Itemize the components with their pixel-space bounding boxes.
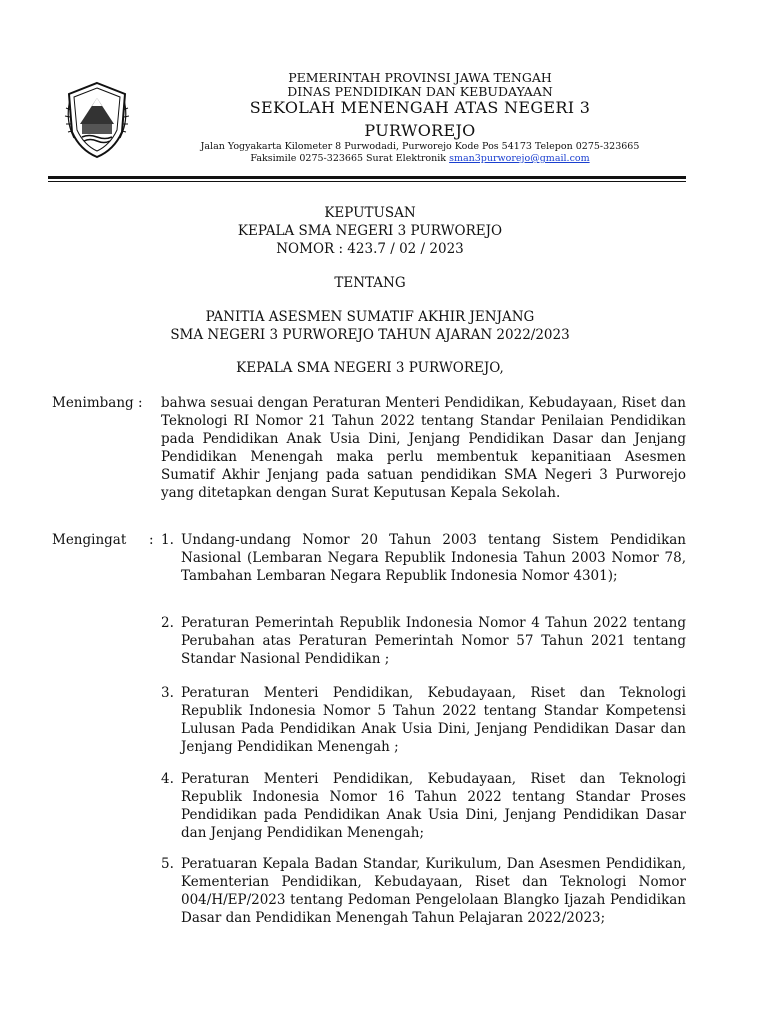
doc-subject-line1: PANITIA ASESMEN SUMATIF AKHIR JENJANG [205, 309, 535, 325]
mengingat-item-number: 1. [161, 532, 174, 548]
menimbang-label: Menimbang : [52, 395, 143, 411]
letterhead-school-city: PURWOREJO [364, 121, 476, 140]
letterhead-school-name: SEKOLAH MENENGAH ATAS NEGERI 3 [249, 98, 591, 117]
letterhead [0, 0, 768, 185]
mengingat-item-text: Undang-undang Nomor 20 Tahun 2003 tentang Sistem Pendidikan Nasional (Lembaran Negara Republik Indonesia Tahun 2003 Nomor 78, Tambahan Lembaran Negara Republik Indonesia Nomor 4301); [181, 532, 686, 584]
letterhead-province: PEMERINTAH PROVINSI JAWA TENGAH [288, 70, 552, 85]
letterhead-divider-thin [48, 181, 686, 182]
doc-subject-line2: SMA NEGERI 3 PURWOREJO TAHUN AJARAN 2022/2023 [170, 327, 570, 343]
doc-about: TENTANG [334, 275, 406, 291]
letterhead-contact [150, 153, 690, 165]
mengingat-item-text: Peraturan Menteri Pendidikan, Kebudayaan, Riset dan Teknologi Republik Indonesia Nomor 16 Tahun 2022 tentang Standar Proses Pendidikan pada Pendidikan Anak Usia Dini, Jenjang Pendidikan Dasar dan Jenjang Pendidikan Menengah; [181, 771, 686, 841]
mengingat-item-number: 5. [161, 856, 174, 872]
letterhead-address: Jalan Yogyakarta Kilometer 8 Purwodadi, Purworejo Kode Pos 54173 Telepon 0275-323665 [200, 141, 640, 152]
mengingat-colon: : [149, 532, 154, 548]
mengingat-item-text: Peraturan Pemerintah Republik Indonesia Nomor 4 Tahun 2022 tentang Perubahan atas Peraturan Pemerintah Nomor 57 Tahun 2021 tentang Standar Nasional Pendidikan ; [181, 615, 686, 667]
letterhead-fax: Faksimile 0275-323665 Surat Elektronik [250, 153, 450, 164]
mengingat-item-number: 3. [161, 685, 174, 701]
letterhead-divider-thick [48, 176, 686, 179]
mengingat-item-text: Peratuaran Kepala Badan Standar, Kurikulum, Dan Asesmen Pendidikan, Kementerian Pendidikan, Kebudayaan, Riset dan Teknologi Nomor 004/H/EP/2023 tentang Pedoman Pengelolaan Blangko Ijazah Pendidikan Dasar dan Pendidikan Menengah Tahun Pelajaran 2022/2023; [181, 856, 686, 926]
menimbang-text: bahwa sesuai dengan Peraturan Menteri Pendidikan, Kebudayaan, Riset dan Teknologi RI Nomor 21 Tahun 2022 tentang Standar Penilaian Pendidikan pada Pendidikan Anak Usia Dini, Jenjang Pendidikan Dasar dan Jenjang Pendidikan Menengah maka perlu membentuk kepanitiaan Asesmen Sumatif Akhir Jenjang pada satuan pendidikan SMA Negeri 3 Purworejo yang ditetapkan dengan Surat Keputusan Kepala Sekolah. [161, 395, 686, 501]
email-link[interactable]: sman3purworejo@gmail.com [449, 153, 590, 164]
mengingat-item-text: Peraturan Menteri Pendidikan, Kebudayaan, Riset dan Teknologi Republik Indonesia Nomor 5 Tahun 2022 tentang Standar Kompetensi Lulusan Pada Pendidikan Anak Usia Dini, Jenjang Pendidikan Dasar dan Jenjang Pendidikan Menengah ; [181, 685, 686, 755]
mengingat-label: Mengingat [52, 532, 127, 548]
central-java-emblem-icon [62, 80, 132, 160]
letterhead-agency: DINAS PENDIDIKAN DAN KEBUDAYAAN [287, 84, 553, 99]
doc-title: KEPUTUSAN [324, 205, 416, 221]
mengingat-item-number: 4. [161, 771, 174, 787]
doc-issuer: KEPALA SMA NEGERI 3 PURWOREJO, [236, 360, 504, 376]
doc-issuer-title: KEPALA SMA NEGERI 3 PURWOREJO [237, 223, 503, 239]
doc-number: NOMOR : 423.7 / 02 / 2023 [276, 241, 464, 257]
mengingat-item-number: 2. [161, 615, 174, 631]
